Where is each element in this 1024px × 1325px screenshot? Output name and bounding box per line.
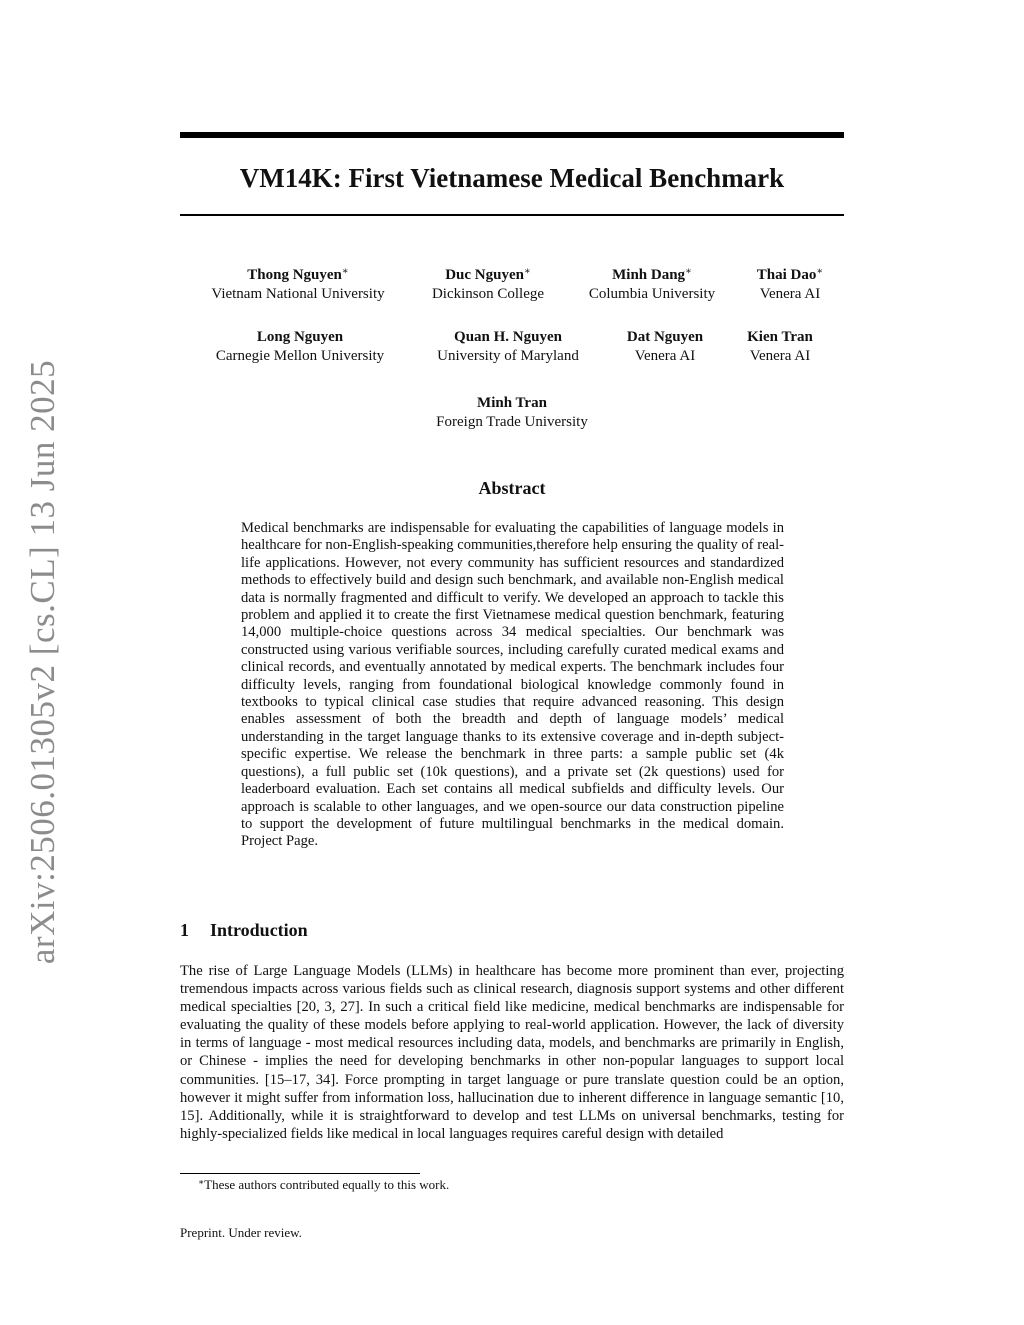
author-affiliation: Venera AI [634,348,696,364]
author-affiliation: Foreign Trade University [436,414,588,430]
title-top-rule [180,132,844,138]
author-long-nguyen [216,328,384,366]
author-name: Thai Dao∗ [756,266,824,283]
author-affiliation: University of Maryland [437,348,579,364]
author-minh-tran [436,394,588,432]
author-affiliation: Venera AI [749,348,811,364]
author-thai-dao [757,262,823,304]
abstract-text: Medical benchmarks are indispensable for evaluating the capabilities of language models in healthcare for non-English-speaking communities,therefore help ensuring the quality of real-life applications. However, not every community has sufficient resources and standardized methods to effectively build and design such benchmark, and available non-English medical data is normally fragmented and difficult to verify. We developed an approach to tackle this problem and applied it to create the first Vietnamese medical question benchmark, featuring 14,000 multiple-choice questions across 34 medical specialties. Our benchmark was constructed using various verifiable sources, including carefully curated medical exams and clinical records, and eventually annotated by medical experts. The benchmark includes four difficulty levels, ranging from foundational biological knowledge commonly found in textbooks to typical clinical case studies that require advanced reasoning. This design enables assessment of both the breadth and depth of language models’ medical understanding in the target language thanks to its extensive coverage and in-depth subject-specific expertise. We release the benchmark in three parts: a sample public set (4k questions), a full public set (10k questions), and a private set (2k questions) used for leaderboard evaluation. Each set contains all medical subfields and difficulty levels. Our approach is scalable to other languages, and we open-source our data construction pipeline to support the development of future multilingual benchmarks in the medical domain. Project Page. [241,520,784,850]
footnote-mark: ∗ [198,1177,205,1187]
author-duc-nguyen [432,262,544,304]
abstract-heading: Abstract [478,478,546,498]
introduction-text: The rise of Large Language Models (LLMs) in healthcare has become more prominent than ever, projecting tremendous impacts across various fields such as clinical research, diagnosis support systems and other different medical specialties [20, 3, 27]. In such a critical field like medicine, medical benchmarks are indispensable for evaluating the quality of these models before applying to real-world application. However, the lack of diversity in terms of language - most medical resources including data, models, and benchmarks are primarily in English, or Chinese - implies the need for developing benchmarks in other non-popular languages to support local communities. [15–17, 34]. Force prompting in target language or pure translate question could be an option, however it might suffer from information loss, hallucination due to inherent difference in language semantic [10, 15]. Additionally, while it is straightforward to develop and test LLMs on universal benchmarks, testing for highly-specialized fields like medical in local languages requires careful design with detailed [180,963,844,1142]
author-affiliation: Venera AI [759,286,821,302]
arxiv-identifier: arXiv:2506.01305v2 [cs.CL] 13 Jun 2025 [23,359,62,965]
author-thong-nguyen [211,262,384,304]
author-name: Dat Nguyen [626,329,704,345]
section-number: 1 [180,920,189,940]
footnote-text: These authors contributed equally to this work. [204,1177,450,1192]
section-heading-introduction [180,920,308,941]
author-name: Long Nguyen [256,329,344,345]
equal-contribution-mark: ∗ [523,266,531,277]
author-kien-tran [747,328,813,366]
author-minh-dang [589,262,715,304]
paper-title: VM14K: First Vietnamese Medical Benchmark [239,163,785,193]
author-name: Minh Dang∗ [612,266,692,283]
title-bottom-rule [180,214,844,216]
section-title: Introduction [210,920,308,940]
author-name: Duc Nguyen∗ [445,266,531,283]
footnote [198,1177,449,1193]
equal-contribution-mark: ∗ [341,266,349,277]
equal-contribution-mark: ∗ [685,266,692,277]
author-name: Quan H. Nguyen [454,329,562,345]
equal-contribution-mark: ∗ [816,266,824,277]
author-name: Kien Tran [747,329,813,345]
author-name: Minh Tran [477,395,547,411]
footnote-rule [180,1173,420,1174]
preprint-notice: Preprint. Under review. [180,1225,302,1240]
author-affiliation: Vietnam National University [211,286,385,302]
author-affiliation: Dickinson College [431,286,545,302]
author-affiliation: Columbia University [588,286,716,302]
author-affiliation: Carnegie Mellon University [215,348,385,364]
author-quan-h-nguyen [437,328,579,366]
author-name: Thong Nguyen∗ [247,266,349,283]
author-dat-nguyen [627,328,703,366]
